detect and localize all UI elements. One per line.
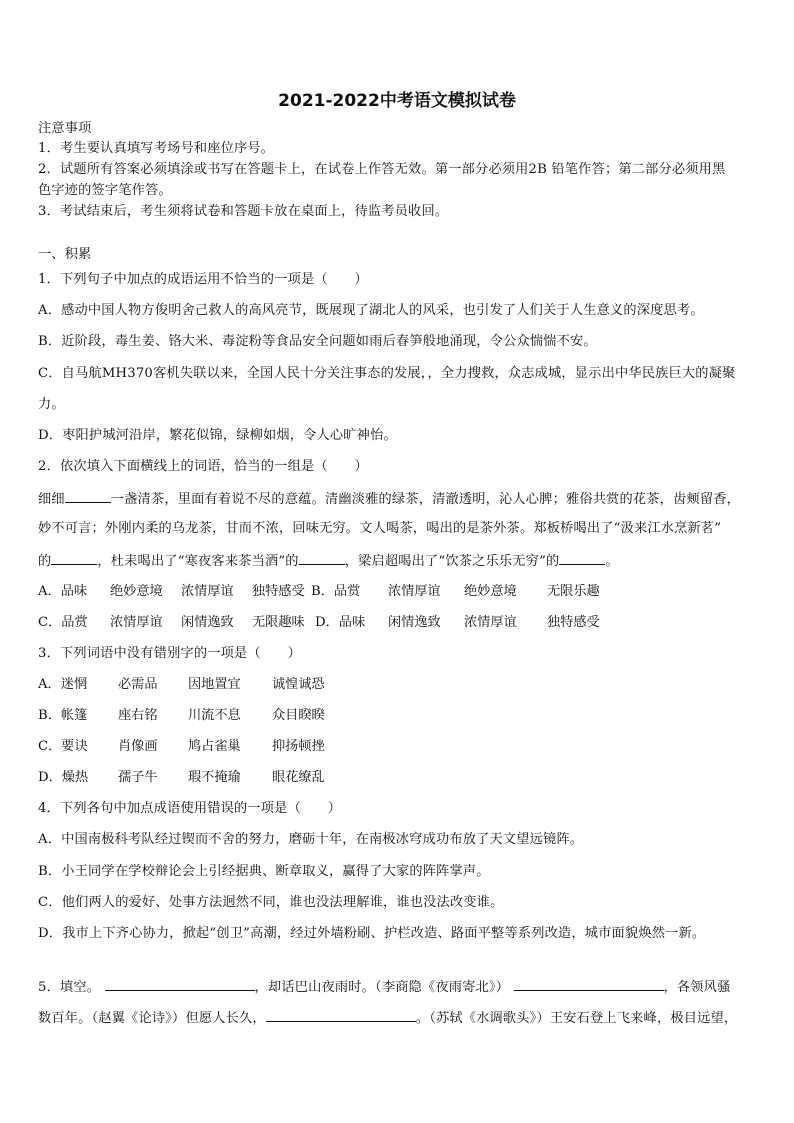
section-heading: 一、积累 [38, 247, 92, 262]
fill-blank [559, 552, 605, 565]
q2-passage-text: 细细 [38, 492, 65, 507]
notice-heading: 注意事项 [38, 121, 92, 136]
q2-option-a-word: 绝妙意境 [110, 584, 163, 599]
q1-option-a: A．感动中国人物方俊明舍己救人的高风亮节，既展现了湖北人的风采，也引发了人们关于人生意义的深度思考。 [38, 303, 704, 318]
q2-passage-line-2: 妙不可言；外刚内柔的乌龙茶，甘而不浓，回味无穷。文人喝茶，喝出的是茶外茶。郑板桥喝出了“汲来江水烹新茗” [38, 521, 722, 536]
q2-option-b-word: 无限乐趣 [547, 584, 600, 599]
q4-stem: 4．下列各句中加点成语使用错误的一项是（ ） [38, 801, 342, 816]
q2-passage-line-1 [38, 490, 760, 508]
q3-option-a-label: A．迷惘 [38, 677, 88, 692]
q3-option-a-word: 因地置宜 [188, 677, 241, 692]
notice-item-2: 2．试题所有答案必须填涂或书写在答题卡上，在试卷上作答无效。第一部分必须用2B 铅笔作答；第二部分必须用黑 [38, 162, 726, 177]
q2-option-c-label: C．品赏 [38, 615, 88, 630]
q1-option-b: B．近阶段，毒生姜、铬大米、毒淀粉等食品安全问题如雨后春笋般地涌现，令公众惴惴不安。 [38, 334, 597, 349]
q3-stem: 3．下列词语中没有错别字的一项是（ ） [38, 646, 301, 661]
q2-option-d-word: 闲情逸致 [388, 615, 441, 630]
q2-passage-text: 的 [38, 554, 52, 569]
q2-option-c-word: 浓情厚谊 [110, 615, 163, 630]
q2-option-a-word: 独特感受 [252, 584, 305, 599]
q5-line-1 [38, 978, 760, 996]
q5-text: ，却话巴山夜雨时。（李商隐《夜雨寄北》） [254, 980, 510, 995]
q2-passage-line-3 [38, 552, 760, 570]
q2-passage-text: 。 [605, 554, 619, 569]
notice-item-2-cont: 色字迹的签字笔作答。 [38, 183, 172, 198]
fill-blank [51, 552, 97, 565]
q3-option-d-word: 瑕不掩瑜 [188, 770, 241, 785]
q3-option-c-word: 鸠占雀巢 [188, 739, 241, 754]
q3-option-a-word: 必需品 [118, 677, 158, 692]
q3-option-b-word: 座右铭 [118, 708, 158, 723]
q2-passage-text: 一盏清茶，里面有着说不尽的意蕴。清幽淡雅的绿茶，清澈透明，沁人心脾；雅俗共赏的花茶，齿颊留香， [110, 492, 740, 507]
exam-title: 2021-2022中考语文模拟试卷 [278, 91, 516, 111]
notice-item-3: 3．考试结束后，考生须将试卷和答题卡放在桌面上，待监考员收回。 [38, 204, 449, 219]
q3-option-d-label: D．燥热 [38, 770, 89, 785]
q1-option-c-cont: 力。 [38, 397, 65, 412]
q5-text: ，各领风骚 [663, 980, 731, 995]
q3-option-b-label: B．帐篷 [38, 708, 88, 723]
q2-stem: 2．依次填入下面横线上的词语，恰当的一组是（ ） [38, 459, 368, 474]
q5-line-2 [38, 1009, 760, 1027]
q3-option-c-label: C．要诀 [38, 739, 88, 754]
fill-blank [266, 1009, 416, 1022]
q3-option-d-word: 孺子牛 [118, 770, 158, 785]
q3-option-c-word: 抑扬顿挫 [272, 739, 325, 754]
q4-option-a: A．中国南极科考队经过锲而不舍的努力，磨砺十年，在南极冰穹成功布放了天文望远镜阵。 [38, 832, 584, 847]
q2-option-c-word: 无限趣味 [252, 615, 305, 630]
q2-passage-text: ，梁启超喝出了“饮茶之乐乐无穷”的 [344, 554, 560, 569]
q2-option-d-word: 浓情厚谊 [464, 615, 517, 630]
q3-option-a-word: 诚惶诚恐 [272, 677, 325, 692]
q2-option-d-word: 独特感受 [547, 615, 600, 630]
q5-text: 。（苏轼《水调歌头》）王安石登上飞来峰，极目远望， [415, 1011, 738, 1026]
q4-option-c: C．他们两人的爱好、处事方法迥然不同，谁也没法理解谁，谁也没法改变谁。 [38, 895, 504, 910]
q4-option-b: B．小王同学在学校辩论会上引经据典、断章取义，赢得了大家的阵阵掌声。 [38, 864, 490, 879]
fill-blank [514, 978, 664, 991]
q2-option-b-word: 浓情厚谊 [388, 584, 441, 599]
q3-option-b-word: 众目睽睽 [272, 708, 325, 723]
q2-option-d-label: D．品味 [315, 615, 366, 630]
q2-option-a-label: A．品味 [38, 584, 88, 599]
fill-blank [65, 490, 111, 503]
q5-text: 数百年。（赵翼《论诗》）但愿人长久， [38, 1011, 266, 1026]
q1-option-c: C．自马航MH370客机失联以来，全国人民十分关注事态的发展，，全力搜救，众志成城，显示出中华民族巨大的凝聚 [38, 366, 736, 381]
q2-option-a-word: 浓情厚谊 [181, 584, 234, 599]
notice-item-1: 1．考生要认真填写考场号和座位序号。 [38, 141, 275, 156]
q2-passage-text: ，杜耒喝出了“寒夜客来茶当酒”的 [97, 554, 299, 569]
q3-option-b-word: 川流不息 [188, 708, 241, 723]
q1-option-d: D．枣阳护城河沿岸，繁花似锦，绿柳如烟，令人心旷神怡。 [38, 428, 397, 443]
q2-option-b-word: 绝妙意境 [464, 584, 517, 599]
q1-stem: 1．下列句子中加点的成语运用不恰当的一项是（ ） [38, 272, 368, 287]
fill-blank [299, 552, 345, 565]
q2-option-c-word: 闲情逸致 [181, 615, 234, 630]
q3-option-c-word: 肖像画 [118, 739, 158, 754]
fill-blank [105, 978, 255, 991]
q3-option-d-word: 眼花缭乱 [272, 770, 325, 785]
q4-option-d: D．我市上下齐心协力，掀起“创卫”高潮，经过外墙粉刷、护栏改造、路面平整等系列改造，城市面貌焕然一新。 [38, 926, 706, 941]
q2-option-b-label: B．品赏 [311, 584, 361, 599]
q5-text: 5．填空。 [38, 980, 101, 995]
